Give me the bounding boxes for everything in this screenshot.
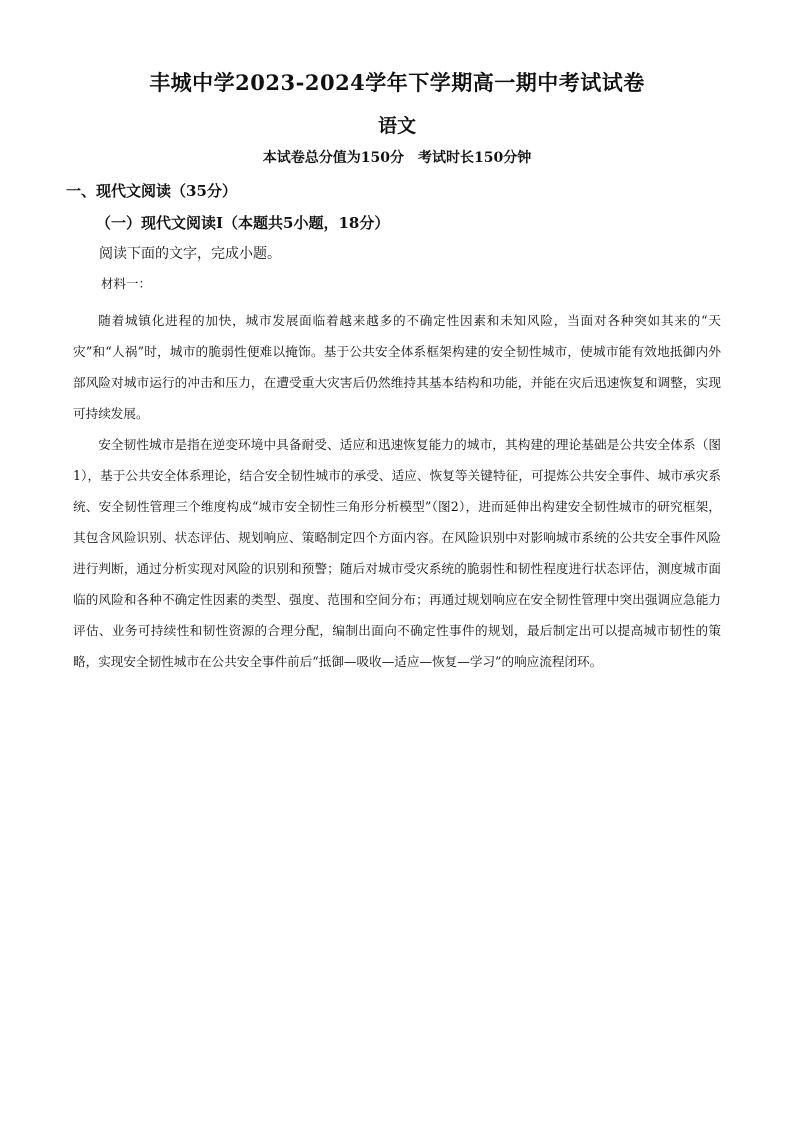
subject-title: 语文 (377, 115, 416, 137)
exam-title: 丰城中学2023-2024学年下学期高一期中考试试卷 (149, 70, 645, 95)
material-label: 材料一： (101, 276, 152, 291)
section-heading: 一、现代文阅读（35分） (66, 182, 237, 200)
exam-meta-info: 本试卷总分值为150分 考试时长150分钟 (262, 150, 532, 166)
passage-body (73, 305, 721, 677)
subsection-heading: （一）现代文阅读Ⅰ（本题共5小题，18分） (96, 214, 390, 232)
passage-paragraph: 随着城镇化进程的加快，城市发展面临着越来越多的不确定性因素和未知风险，当面对各种突如其来的“天灾”和“人祸”时，城市的脆弱性便难以掩饰。基于公共安全体系框架构建的安全韧性城市，使城市能有效地抵御内外部风险对城市运行的冲击和压力，在遭受重大灾害后仍然维持其基本结构和功能，并能在灾后迅速恢复和调整，实现可持续发展。 (73, 313, 721, 421)
passage-paragraph: 安全韧性城市是指在逆变环境中具备耐受、适应和迅速恢复能力的城市，其构建的理论基础是公共安全体系（图1），基于公共安全体系理论，结合安全韧性城市的承受、适应、恢复等关键特征，可提炼公共安全事件、城市承灾系统、安全韧性管理三个维度构成“城市安全韧性三角形分析模型”（图2），进而延伸出构建安全韧性城市的研究框架，其包含风险识别、状态评估、规划响应、策略制定四个方面内容。在风险识别中对影响城市系统的公共安全事件风险进行判断，通过分析实现对风险的识别和预警；随后对城市受灾系统的脆弱性和韧性程度进行状态评估，测度城市面临的风险和各种不确定性因素的类型、强度、范围和空间分布；再通过规划响应在安全韧性管理中突出强调应急能力评估、业务可持续性和韧性资源的合理分配，编制出面向不确定性事件的规划，最后制定出可以提高城市韧性的策略，实现安全韧性城市在公共安全事件前后“抵御—吸收—适应—恢复—学习”的响应流程闭环。 (73, 437, 721, 669)
reading-instruction: 阅读下面的文字，完成小题。 (99, 246, 281, 262)
